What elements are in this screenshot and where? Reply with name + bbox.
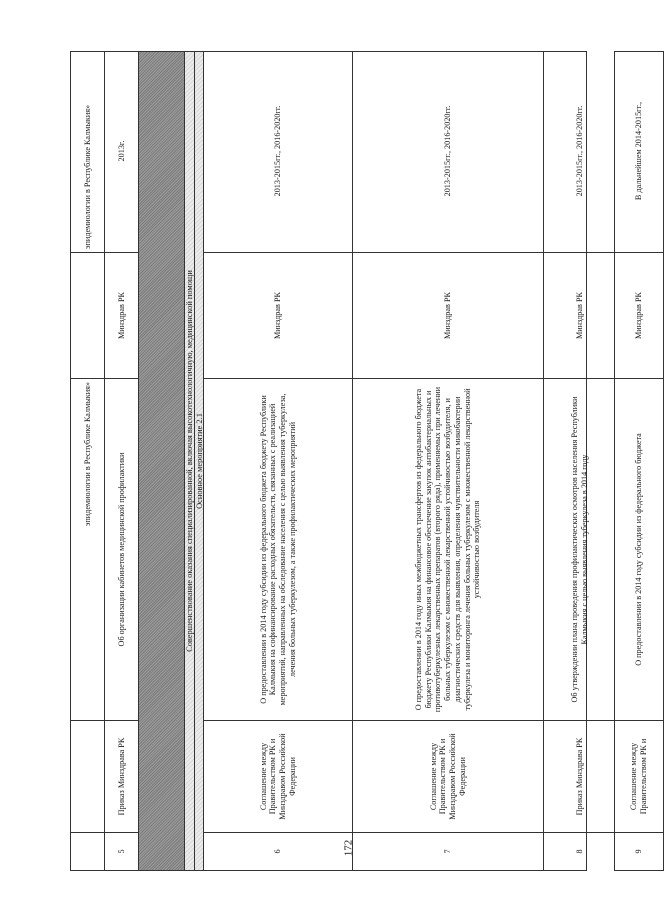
document-type-cell: Соглашение между Правительством РК и Минздравом Российской Федерации xyxy=(353,721,543,833)
document-type-cell xyxy=(71,721,104,833)
deadline-cell: 2013-2015гг., 2016-2020гг. xyxy=(544,50,615,253)
row-number-cell: 5 xyxy=(116,849,126,854)
document-type-cell: Соглашение между Правительством РК и Минздравом Российской Федерации xyxy=(204,721,352,833)
deadline-cell: 2013-2015гг., 2016-2020гг. xyxy=(204,50,352,253)
deadline-cell: эпидемиологии в Республике Калмыкия» xyxy=(71,50,104,253)
deadline-cell: 2013-2015гг., 2016-2020гг. xyxy=(353,50,543,253)
document-title-cell: Об утверждении плана проведения профилактических осмотров населения Республики Калмыкия с целью выявления туберкулеза в 2014 году xyxy=(544,379,615,721)
cut-off-row-wrapper xyxy=(614,51,664,871)
row-number-cell: 6 xyxy=(273,849,283,854)
page-number: 172 xyxy=(342,839,355,857)
section-heading-band: Совершенствование оказания специализированной, включая высокотехнологичную, медицинской помощи xyxy=(184,52,194,870)
rotated-page xyxy=(70,51,587,871)
deadline-cell: 2013г. xyxy=(105,50,138,253)
table-row xyxy=(203,52,355,870)
document-title-cell: эпидемиологии в Республике Калмыкия» xyxy=(71,379,104,721)
row-number-cell: 7 xyxy=(443,849,453,854)
responsible-cell: Минздрав РК xyxy=(105,253,138,379)
subsection-heading-band: Основное мероприятие 2.1 xyxy=(194,52,203,870)
document-type-cell: Соглашение между Правительством РК и xyxy=(615,721,663,833)
responsible-cell: Минздрав РК xyxy=(353,253,543,379)
row-number-cell: 8 xyxy=(574,849,584,854)
document-title-cell: О предоставлении в 2014 году субсидии из федерального бюджета бюджету Республики Калмыкия на софинансирование расходных обязательств, связанных с реализацией мероприятий, направленных на обследование населения с целью выявления туберкулеза, лечения больных туберкулезом, а также профилактических мероприятий xyxy=(204,379,352,721)
table-row xyxy=(543,52,615,870)
document-title-cell: О предоставлении в 2014 году субсидии из федерального бюджета xyxy=(615,379,663,721)
table-row xyxy=(71,52,104,870)
deadline-cell: В дальнейшем 2014-2015гг., xyxy=(615,50,663,253)
document-type-cell: Приказ Минздрава РК xyxy=(544,721,615,833)
document-type-cell: Приказ Минздрава РК xyxy=(105,721,138,833)
row-number-cell xyxy=(71,833,104,870)
subprogram-heading-band xyxy=(138,52,184,870)
table-row xyxy=(352,52,543,870)
row-number-cell: 9 xyxy=(634,849,644,854)
responsible-cell: Минздрав РК xyxy=(544,253,615,379)
document-title-cell: Об организации кабинетов медицинской профилактики xyxy=(105,379,138,721)
responsible-cell: Минздрав РК xyxy=(204,253,352,379)
table-row xyxy=(614,51,664,871)
responsible-cell: Минздрав РК xyxy=(615,253,663,379)
table-row xyxy=(104,52,138,870)
document-table xyxy=(70,51,587,871)
document-title-cell: О предоставлении в 2014 году иных межбюджетных трансфертов из федерального бюджета бюджету Республики Калмыкия на финансовое обеспечение закупок антибактериальных и противотуберкулезных лекарственных препаратов (второго ряда), применяемых при лечении больных туберкулезом с множественной лекарственной устойчивостью возбудителя, и диагностических средств для выявления, определения чувствительности микобактерии туберкулеза и мониторинга лечения больных туберкулезом с множественной лекарственной устойчивостью возбудителя xyxy=(353,379,543,721)
responsible-cell xyxy=(71,253,104,379)
